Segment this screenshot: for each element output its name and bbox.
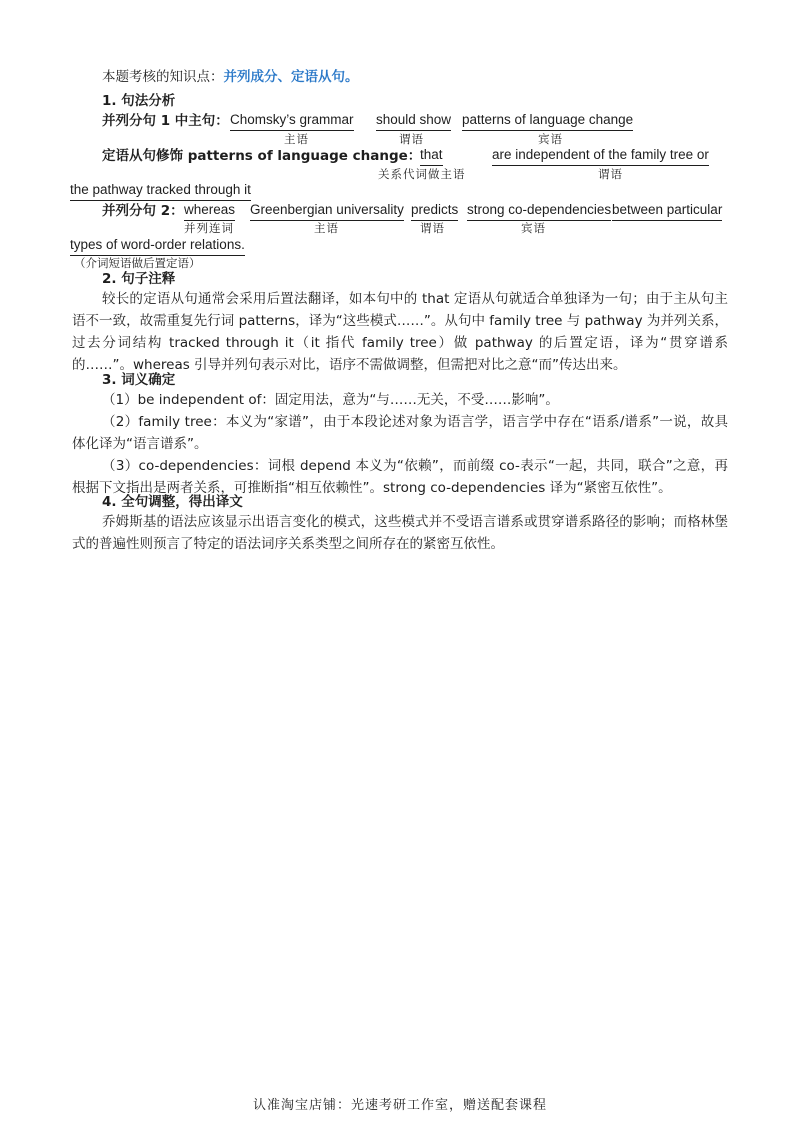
- section-3-item-2: （2）family tree：本义为“家谱”，由于本段论述对象为语言学，语言学中存在“语系/谱系”一说，故具体化译为“语言谱系”。: [72, 414, 728, 452]
- clause2-object: strong co-dependencies: [467, 201, 611, 221]
- clause1-label: 并列分句 1 中主句：: [102, 113, 229, 129]
- section-3-item-3: （3）co-dependencies：词根 depend 本义为“依赖”，而前缀 co-表示“一起，共同，联合”之意，再根据下文指出是两者关系，可推断指“相互依赖性”。strong co-dependencies 译为“紧密互依性”。: [72, 458, 728, 496]
- relative-clause-label: 定语从句修饰 patterns of language change：: [102, 148, 422, 164]
- footer-note: 认准淘宝店铺：光速考研工作室，赠送配套课程: [252, 1098, 547, 1113]
- clause2-conj-tag: 并列连词: [184, 221, 234, 235]
- relative-predicate-tag: 谓语: [598, 167, 623, 181]
- section-4-body: 乔姆斯基的语法应该显示出语言变化的模式，这些模式并不受语言谱系或贯穿谱系路径的影响；而格林堡式的普遍性则预言了特定的语法词序关系类型之间所存在的紧密互依性。: [72, 514, 728, 552]
- clause1-object: patterns of language change: [462, 111, 633, 131]
- clause2-object-tag: 宾语: [521, 221, 546, 235]
- relative-predicate: are independent of the family tree or: [492, 146, 709, 166]
- section-3-heading: 3. 词义确定: [102, 372, 176, 388]
- clause2-label: 并列分句 2：: [102, 203, 184, 219]
- relative-that: that: [420, 146, 443, 166]
- section-4-heading: 4. 全句调整，得出译文: [102, 494, 243, 510]
- section-2-heading: 2. 句子注释: [102, 271, 176, 287]
- clause2-subject: Greenbergian universality: [250, 201, 404, 221]
- section-3-item-1: （1）be independent of：固定用法，意为“与……无关，不受……影响”。: [102, 392, 559, 408]
- clause1-predicate-tag: 谓语: [399, 132, 424, 146]
- clause2-predicate: predicts: [411, 201, 458, 221]
- clause2-pp-cont: types of word-order relations.: [70, 236, 245, 256]
- clause2-conj: whereas: [184, 201, 235, 221]
- section-1-heading: 1. 句法分析: [102, 93, 176, 109]
- clause1-predicate: should show: [376, 111, 451, 131]
- relative-that-tag: 关系代词做主语: [378, 167, 466, 181]
- clause2-pp: between particular: [612, 201, 722, 221]
- section-2-body: 较长的定语从句通常会采用后置法翻译，如本句中的 that 定语从句就适合单独译为一句；由于主从句主语不一致，故需重复先行词 patterns，译为“这些模式……”。从句中 family tree 与 pathway 为并列关系，过去分词结构 tracked through it（it 指代 family tree）做 pathway 的后置定语，译为“贯穿谱系的……”。whereas 引导并列句表示对比，语序不需做调整，但需把对比之意“而”传达出来。: [72, 291, 728, 373]
- clause1-subject-tag: 主语: [284, 132, 309, 146]
- relative-predicate-cont: the pathway tracked through it: [70, 181, 251, 201]
- intro-prefix: 本题考核的知识点：: [102, 69, 224, 85]
- clause1-object-tag: 宾语: [538, 132, 563, 146]
- clause2-pp-tag: （介词短语做后置定语）: [74, 256, 201, 270]
- clause2-subject-tag: 主语: [314, 221, 339, 235]
- clause1-subject: Chomsky’s grammar: [230, 111, 354, 131]
- intro-points: 并列成分、定语从句。: [223, 69, 359, 85]
- intro-line: [102, 68, 359, 86]
- clause2-predicate-tag: 谓语: [420, 221, 445, 235]
